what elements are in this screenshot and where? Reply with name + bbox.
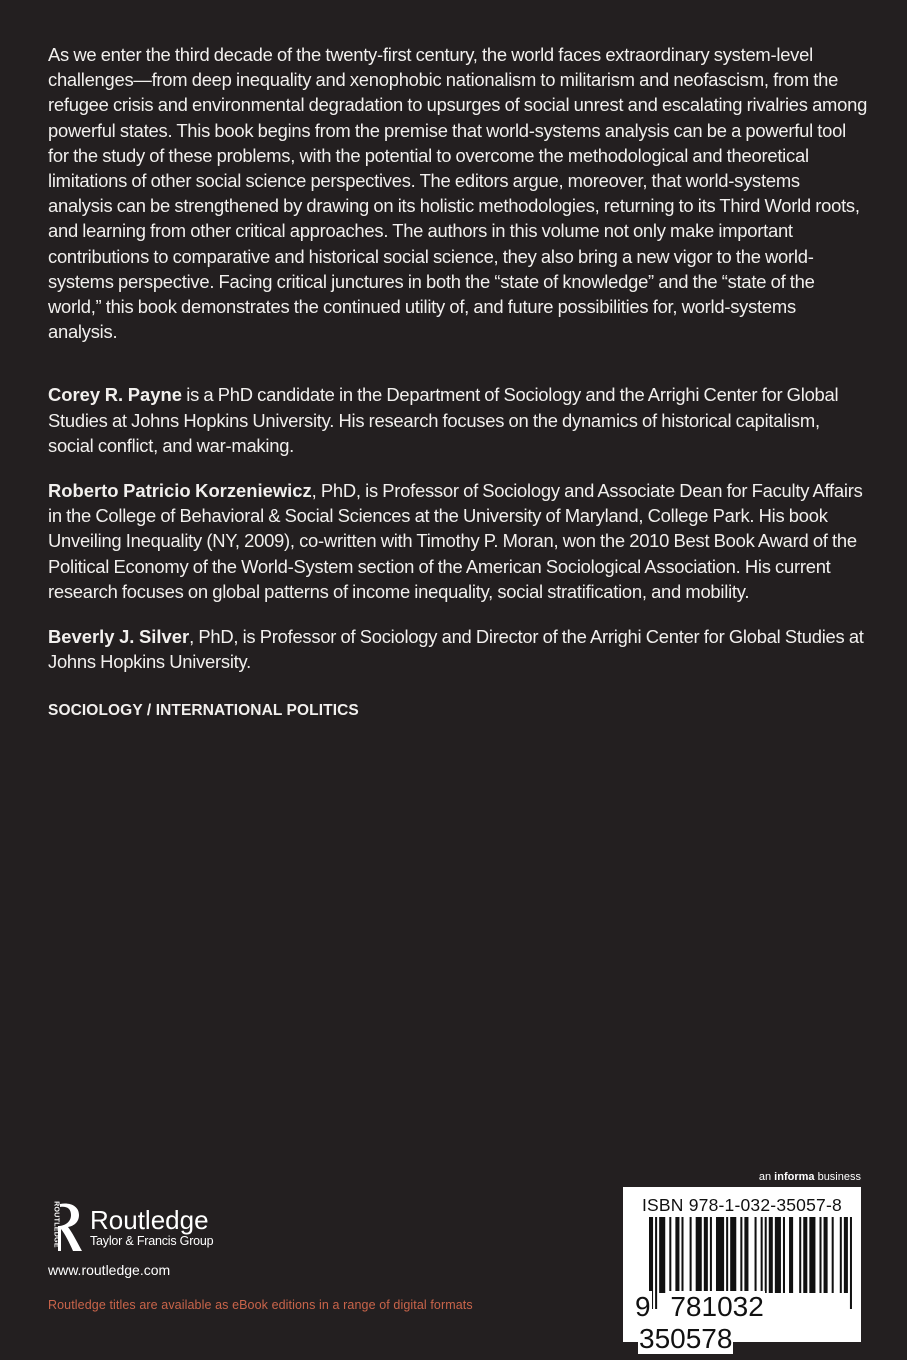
- ebook-note: Routledge titles are available as eBook editions in a range of digital formats: [48, 1298, 473, 1312]
- ean-right-group: 350578: [639, 1323, 733, 1354]
- ean-digits: [634, 1291, 861, 1355]
- barcode-bar: [696, 1217, 702, 1293]
- informa-prefix: an: [758, 1171, 775, 1183]
- barcode-bar: [675, 1217, 679, 1293]
- author-name: Corey R. Payne: [48, 384, 182, 406]
- ean-first-digit: 9: [635, 1291, 651, 1322]
- back-cover-content: [48, 42, 868, 720]
- barcode-bar: [789, 1217, 793, 1293]
- author-bio-text: , PhD, is Professor of Sociology and Associate Dean for Faculty Affairs in the College of Behavioral & Social Sciences at the University of Maryland, College Park. His book Unveiling Inequality (NY, 2009), co-written with Timothy P. Moran, won the 2010 Best Book Award of the Political Economy of the World-System section of the American Sociological Association. His current research focuses on global patterns of income inequality, social stratification, and mobility.: [48, 480, 863, 602]
- barcode-bar: [844, 1217, 848, 1293]
- author-bio-silver: [48, 624, 868, 674]
- barcode-bar: [669, 1217, 671, 1293]
- barcode-bar: [775, 1217, 781, 1293]
- barcode-bar: [704, 1217, 708, 1293]
- book-blurb: As we enter the third decade of the twenty-first century, the world faces extraordinary system-level challenges—from deep inequality and xenophobic nationalism to militarism and neofascism, from the refugee crisis and environmental degradation to upsurges of social unrest and escalating rivalries among powerful states. This book begins from the premise that world-systems analysis can be a powerful tool for the study of these problems, with the potential to overcome the methodological and theoretical limitations of other social science perspectives. The editors argue, moreover, that world-systems analysis can be strengthened by drawing on its holistic methodologies, returning to its Third World roots, and learning from other critical approaches. The authors in this volume not only make important contributions to comparative and historical social science, they also bring a new vigor to the world-systems perspective. Facing critical junctures in both the “state of knowledge” and the “state of the world,” this book demonstrates the continued utility of, and future possibilities for, world-systems analysis.: [48, 44, 868, 343]
- informa-brand: informa: [774, 1171, 815, 1183]
- barcode-bar: [681, 1217, 683, 1293]
- barcode-bar: [730, 1217, 736, 1293]
- author-bio-payne: [48, 382, 868, 458]
- ean-left-group: 781032: [670, 1291, 764, 1322]
- barcode-bar: [840, 1217, 842, 1293]
- publisher-logo: [48, 1202, 213, 1252]
- barcode-bar: [716, 1217, 724, 1293]
- barcode-bar: [783, 1217, 785, 1293]
- author-bio-korzeniewicz: [48, 478, 868, 604]
- subject-category: SOCIOLOGY / INTERNATIONAL POLITICS: [48, 702, 359, 720]
- barcode-bar: [809, 1217, 815, 1293]
- barcode-bar: [769, 1217, 773, 1293]
- barcode-bar: [740, 1217, 742, 1293]
- informa-tagline: [759, 1171, 861, 1183]
- isbn-number: ISBN 978-1-032-35057-8: [642, 1195, 842, 1215]
- barcode-bar: [799, 1217, 801, 1293]
- logo-vertical-text: ROUTLEDGE: [52, 1201, 60, 1248]
- isbn-barcode: [623, 1187, 861, 1354]
- barcode-bar: [659, 1217, 665, 1293]
- barcode-bar: [765, 1217, 767, 1293]
- barcode-bar: [744, 1217, 748, 1293]
- barcode-bar: [824, 1217, 828, 1293]
- publisher-website[interactable]: www.routledge.com: [48, 1262, 171, 1278]
- barcode-bar: [819, 1217, 821, 1293]
- barcode-bar: [803, 1217, 807, 1293]
- publisher-group: Taylor & Francis Group: [90, 1234, 214, 1248]
- author-name: Roberto Patricio Korzeniewicz: [48, 480, 312, 502]
- routledge-r-icon: [48, 1202, 84, 1252]
- barcode-bar: [710, 1217, 712, 1293]
- barcode-bar: [726, 1217, 728, 1293]
- author-name: Beverly J. Silver: [48, 626, 190, 648]
- informa-suffix: business: [814, 1171, 861, 1183]
- author-bio-text: , PhD, is Professor of Sociology and Director of the Arrighi Center for Global Studies at Johns Hopkins University.: [48, 626, 864, 673]
- author-bio-text: is a PhD candidate in the Department of Sociology and the Arrighi Center for Global Studies at Johns Hopkins University. His research focuses on the dynamics of historical capitalism, social conflict, and war-making.: [48, 384, 839, 456]
- publisher-name: Routledge: [90, 1205, 209, 1235]
- barcode-bar: [832, 1217, 834, 1293]
- barcode-bar: [690, 1217, 692, 1293]
